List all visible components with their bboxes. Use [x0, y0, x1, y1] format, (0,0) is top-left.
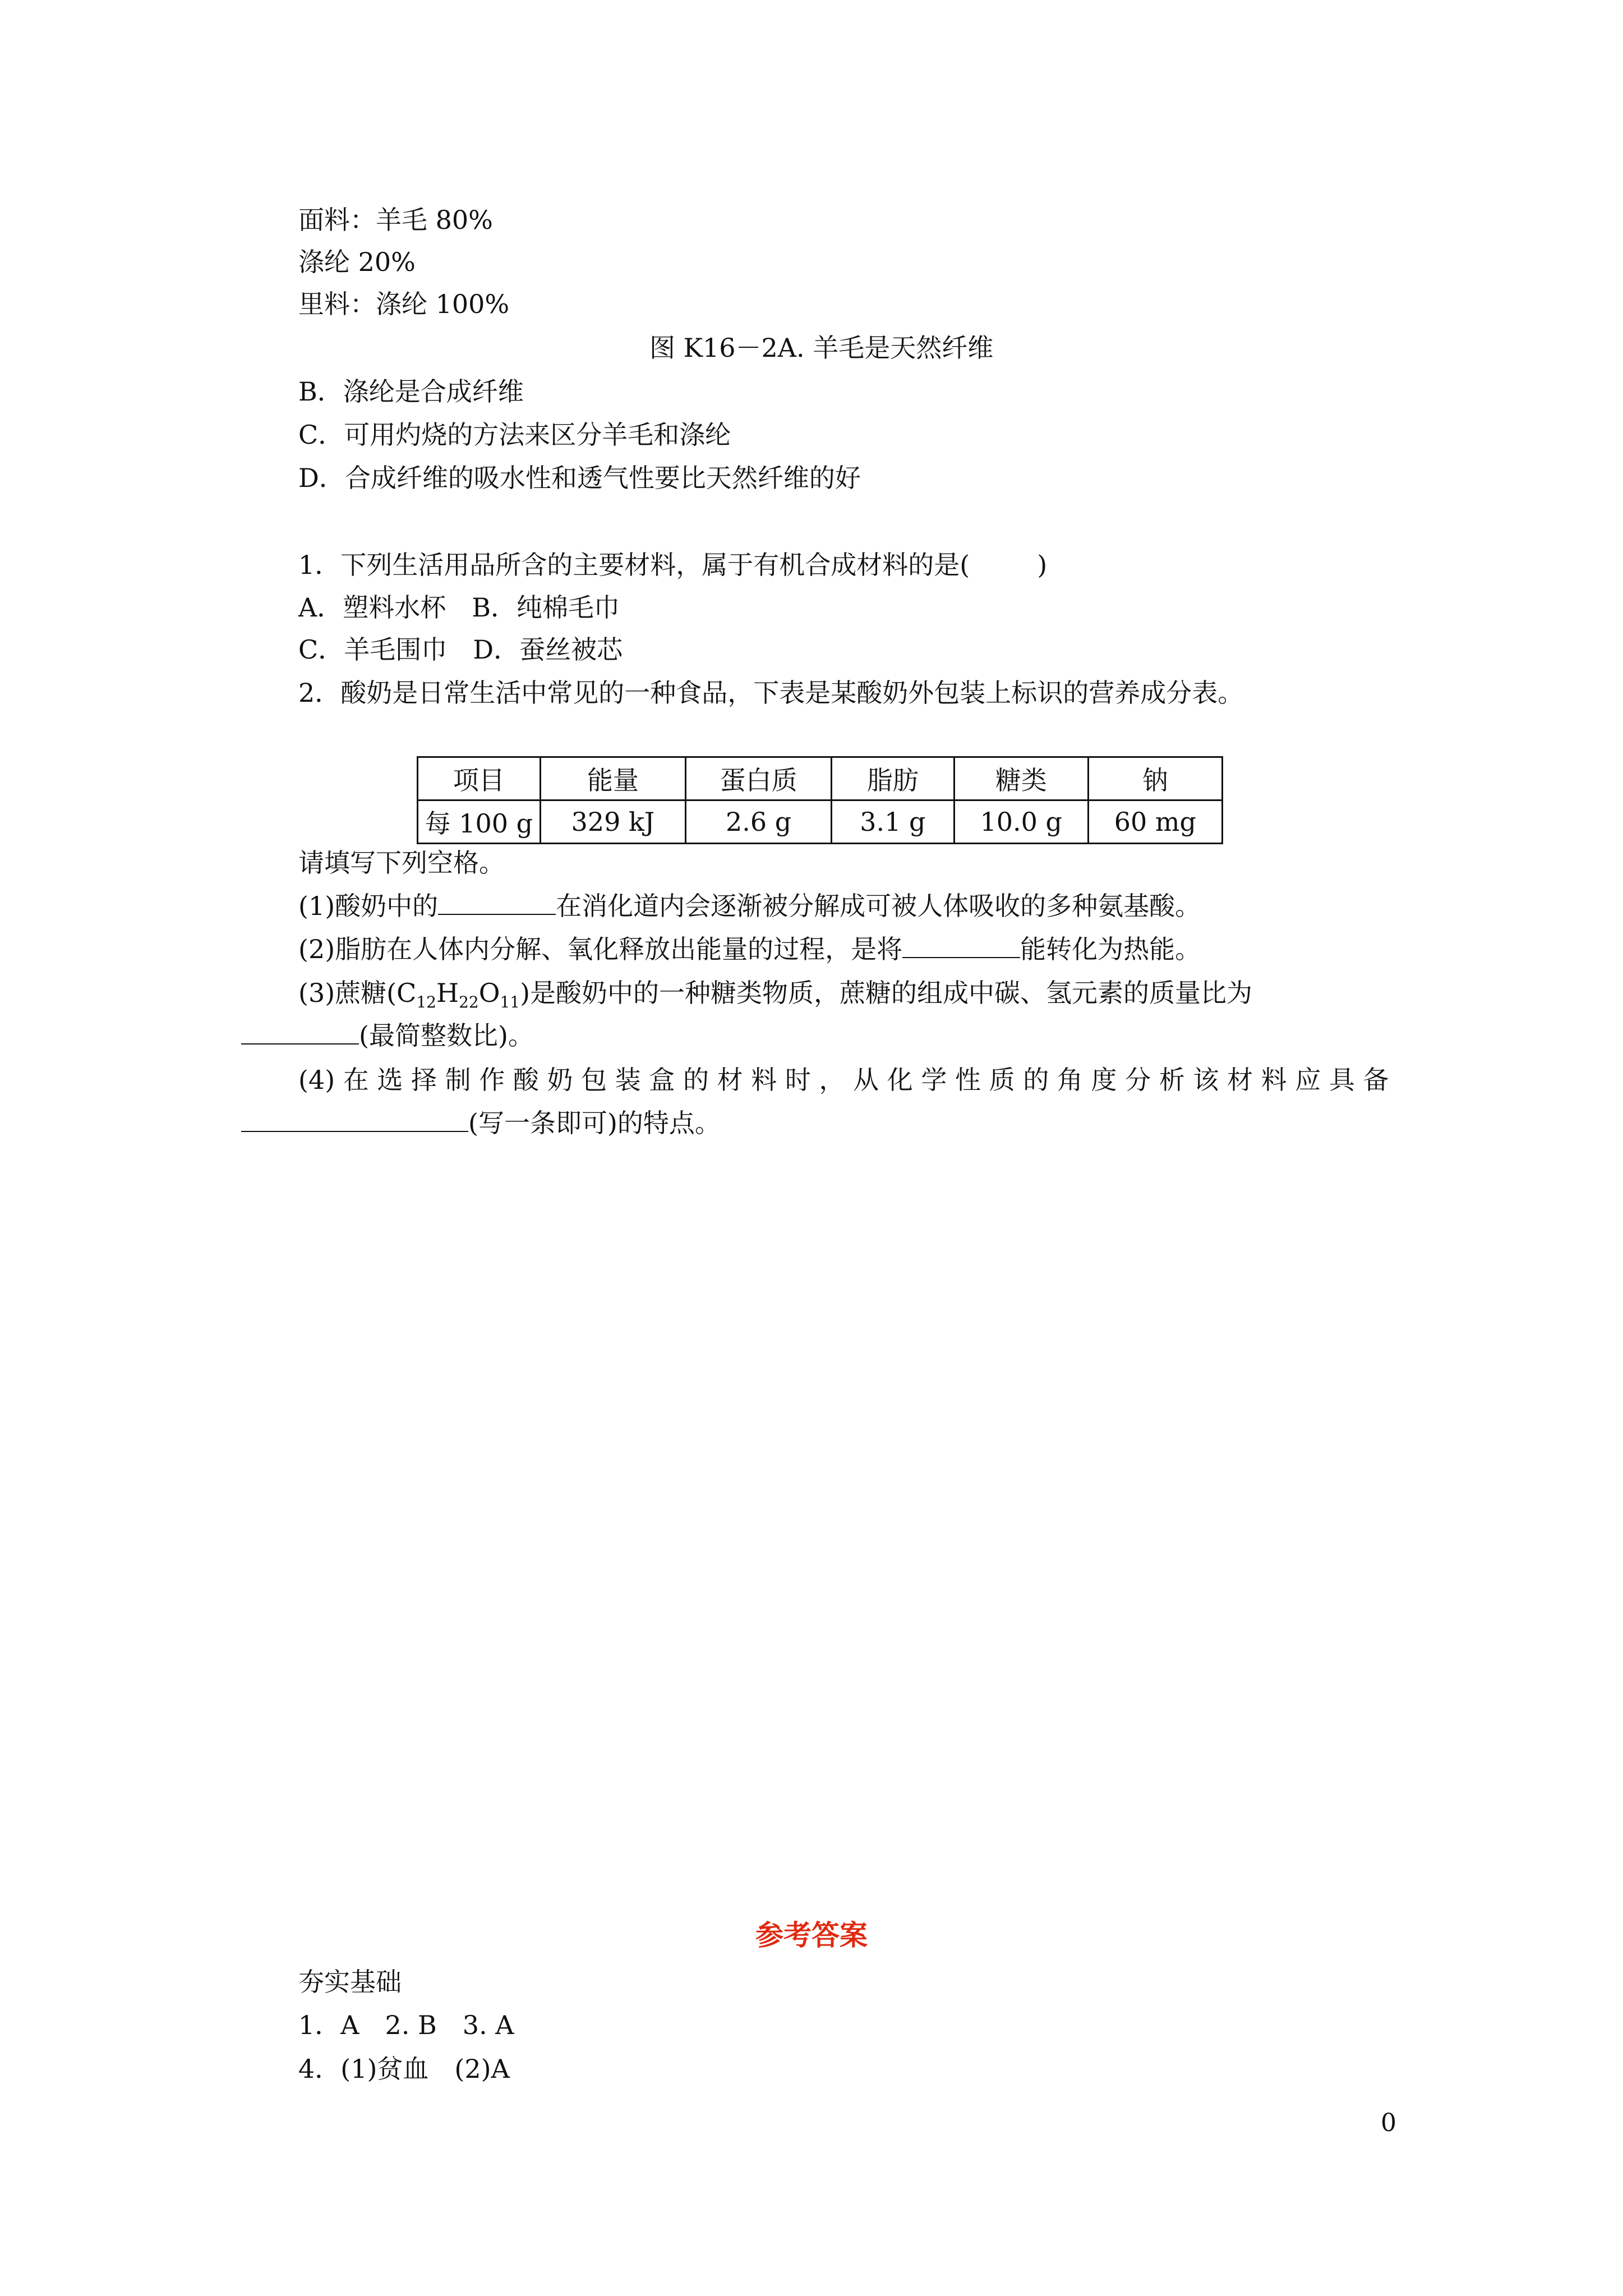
q2-sub-2: [298, 932, 1201, 966]
table-cell: 10.0 g: [954, 800, 1088, 844]
q2-sub-3: [298, 976, 1252, 1010]
table-header-cell: 能量: [540, 757, 686, 800]
answer-blank[interactable]: [902, 935, 1020, 958]
option-b: B．涤纶是合成纤维: [298, 376, 524, 407]
element-h: H: [436, 978, 459, 1008]
subscript: 12: [416, 993, 436, 1012]
fabric-line-2: 涤纶 20%: [298, 247, 416, 277]
subscript: 22: [459, 993, 479, 1012]
table-cell: 60 mg: [1088, 800, 1222, 844]
q1-stem: [298, 548, 1047, 582]
answers-line-2: 4．(1)贫血 (2)A: [298, 2054, 510, 2084]
q2-sub-2-pre: (2)脂肪在人体内分解、氧化释放出能量的过程，是将: [298, 934, 903, 964]
table-header-cell: 钠: [1088, 757, 1222, 800]
q1-options-row-2: C．羊毛围巾 D．蚕丝被芯: [298, 634, 623, 665]
q2-sub-2-post: 能转化为热能。: [1020, 934, 1201, 964]
q1-stem-text: 1．下列生活用品所含的主要材料，属于有机合成材料的是(: [298, 550, 970, 580]
q1-stem-close: ): [1037, 550, 1048, 580]
table-header-cell: 蛋白质: [686, 757, 832, 800]
answer-blank[interactable]: [241, 1021, 359, 1045]
fabric-line-3: 里料：涤纶 100%: [298, 289, 510, 319]
q2-sub-3-line-2-text: (最简整数比)。: [359, 1020, 534, 1051]
table-cell: 每 100 g: [418, 800, 541, 844]
answer-blank[interactable]: [438, 891, 556, 915]
q2-sub-1-post: 在消化道内会逐渐被分解成可被人体吸收的多种氨基酸。: [556, 891, 1201, 921]
answers-section: 夯实基础: [298, 1967, 402, 1997]
option-c: C．可用灼烧的方法来区分羊毛和涤纶: [298, 420, 731, 450]
nutrition-table: [417, 756, 1223, 844]
element-o: O: [478, 978, 500, 1008]
answers-title: 参考答案: [755, 1918, 868, 1952]
fabric-line-1: 面料：羊毛 80%: [298, 205, 493, 235]
answer-blank[interactable]: [241, 1108, 468, 1132]
option-d: D．合成纤维的吸水性和透气性要比天然纤维的好: [298, 463, 861, 493]
q2-sub-3-line-2: [241, 1019, 534, 1052]
q1-options-row-1: A．塑料水杯 B．纯棉毛巾: [298, 592, 620, 623]
table-header-cell: 脂肪: [832, 757, 955, 800]
answers-line-1: 1．A 2. B 3. A: [298, 2010, 514, 2040]
table-cell: 329 kJ: [540, 800, 686, 844]
table-header-cell: 项目: [418, 757, 541, 800]
q2-sub-1: [298, 889, 1201, 923]
nutrition-table-row: [418, 800, 1223, 844]
q2-sub-4: (4) 在 选 择 制 作 酸 奶 包 装 盒 的 材 料 时 ， 从 化 学 性 质 的 角 度 分 析 该 材 料 应 具 备: [298, 1065, 1389, 1095]
q2-sub-3-pre: (3)蔗糖(C: [298, 978, 417, 1008]
table-cell: 2.6 g: [686, 800, 832, 844]
q2-sub-1-pre: (1)酸奶中的: [298, 891, 439, 921]
nutrition-table-header-row: [418, 757, 1223, 800]
q2-instruction: 请填写下列空格。: [298, 848, 505, 878]
figure-caption: 图 K16－2A. 羊毛是天然纤维: [649, 333, 994, 363]
page-number: 0: [1381, 2109, 1396, 2137]
q2-stem: 2．酸奶是日常生活中常见的一种食品，下表是某酸奶外包装上标识的营养成分表。: [298, 678, 1244, 708]
q2-sub-4-line-2: [241, 1106, 721, 1140]
q2-sub-4-line-2-text: (写一条即可)的特点。: [468, 1108, 721, 1138]
q2-sub-3-post: )是酸奶中的一种糖类物质，蔗糖的组成中碳、氢元素的质量比为: [520, 978, 1253, 1008]
subscript: 11: [500, 993, 520, 1012]
table-header-cell: 糖类: [954, 757, 1088, 800]
table-cell: 3.1 g: [832, 800, 955, 844]
